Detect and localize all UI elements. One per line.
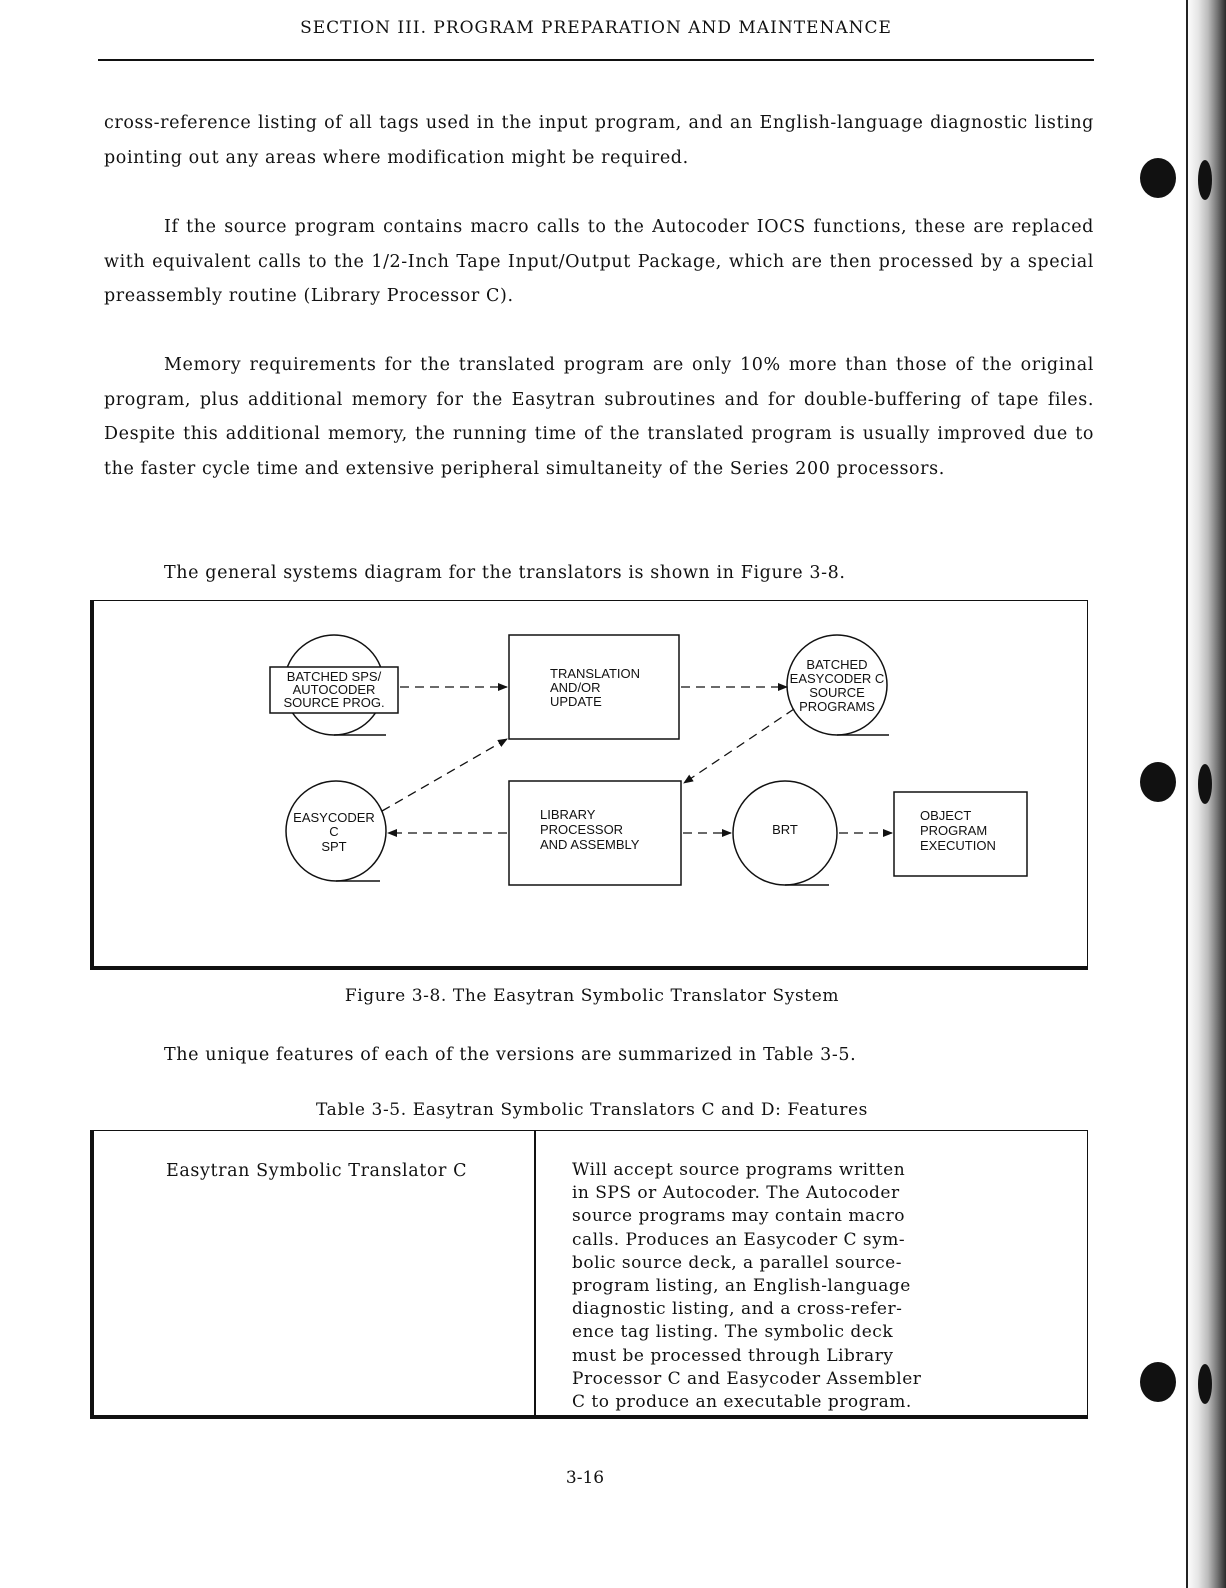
punch-hole-middle-edge — [1198, 764, 1212, 804]
brt-label: BRT — [772, 822, 798, 837]
figure-3-8 — [90, 600, 1088, 970]
batched-sps-label-1: BATCHED SPS/ — [286, 669, 382, 684]
paragraph-2: If the source program contains macro calls to the Autocoder IOCS functions, these are replaced with equivalent calls to the 1/2-Inch Tape Input/Output Package, which are then processed by a special preassembly routine (Library Processor C). — [104, 217, 1094, 306]
translation-label-2: AND/OR — [550, 680, 601, 695]
paragraph-5: The unique features of each of the versions are summarized in Table 3-5. — [164, 1045, 857, 1065]
features-table — [90, 1130, 1088, 1419]
header-rule — [98, 59, 1094, 61]
batched-easycoder-label-3: SOURCE — [809, 685, 865, 700]
easycoder-spt-label-1: EASYCODER — [293, 810, 375, 825]
punch-hole-top-edge — [1198, 160, 1212, 200]
batched-easycoder-label-2: EASYCODER C — [789, 671, 885, 686]
figure-caption: Figure 3-8. The Easytran Symbolic Translator System — [344, 986, 840, 1006]
batched-easycoder-tape — [787, 635, 889, 735]
table-cell-translator-name: Easytran Symbolic Translator C — [166, 1161, 468, 1181]
library-processor-box — [509, 781, 681, 885]
punch-hole-bottom-edge — [1198, 1364, 1212, 1404]
brt-tape — [733, 781, 837, 885]
table-cell-translator-description: Will accept source programs written in SPS or Autocoder. The Autocoder source programs may contain macro calls. Produces an Easycoder C sym- bolic source deck, a parallel source- program listing, an English-language diagnostic listing, and a cross-refer- ence tag listing. The symbolic deck must be processed through Library Processor C and Easycoder Assembler C to produce an executable program. — [572, 1160, 922, 1413]
translation-label-1: TRANSLATION — [550, 666, 641, 681]
object-label-3: EXECUTION — [920, 838, 996, 853]
punch-hole-top — [1140, 158, 1176, 198]
table-column-divider — [534, 1131, 536, 1415]
translation-box — [509, 635, 679, 739]
library-label-1: LIBRARY — [540, 807, 596, 822]
punch-hole-bottom — [1140, 1362, 1176, 1402]
batched-easycoder-label-1: BATCHED — [806, 657, 868, 672]
batched-sps-label-3: SOURCE PROG. — [283, 695, 385, 710]
page-header: SECTION III. PROGRAM PREPARATION AND MAINTENANCE — [300, 18, 892, 38]
easycoder-spt-label-2: C — [329, 824, 339, 839]
systems-diagram — [94, 601, 1088, 967]
library-label-2: PROCESSOR — [540, 822, 624, 837]
library-label-3: AND ASSEMBLY — [540, 837, 640, 852]
scan-page-edge — [1186, 0, 1188, 1588]
object-execution-box — [894, 792, 1027, 876]
translation-label-3: UPDATE — [550, 694, 602, 709]
page-number: 3-16 — [565, 1468, 605, 1488]
object-label-1: OBJECT — [920, 808, 972, 823]
paragraph-4: The general systems diagram for the translators is shown in Figure 3-8. — [164, 563, 846, 583]
batched-easycoder-label-4: PROGRAMS — [799, 699, 875, 714]
paragraph-1: cross-reference listing of all tags used in the input program, and an English-language diagnostic listing pointing out any areas where modification might be required. — [104, 113, 1094, 168]
arrow-batched-to-library — [684, 709, 794, 783]
easycoder-spt-label-3: SPT — [321, 839, 347, 854]
easycoder-spt-tape — [286, 781, 386, 881]
paragraph-3: Memory requirements for the translated program are only 10% more than those of the original program, plus additional memory for the Easytran subroutines and for double-buffering of tape files. Despite this additional memory, the running time of the translated program is usually improved due to the faster cycle time and extensive peripheral simultaneity of the Series 200 processors. — [104, 355, 1094, 479]
arrow-spt-to-translation — [382, 739, 507, 811]
punch-hole-middle — [1140, 762, 1176, 802]
batched-sps-autocoder-tape — [270, 635, 398, 735]
batched-sps-label-2: AUTOCODER — [292, 682, 376, 697]
table-caption: Table 3-5. Easytran Symbolic Translators C and D: Features — [316, 1100, 868, 1120]
object-label-2: PROGRAM — [920, 823, 988, 838]
